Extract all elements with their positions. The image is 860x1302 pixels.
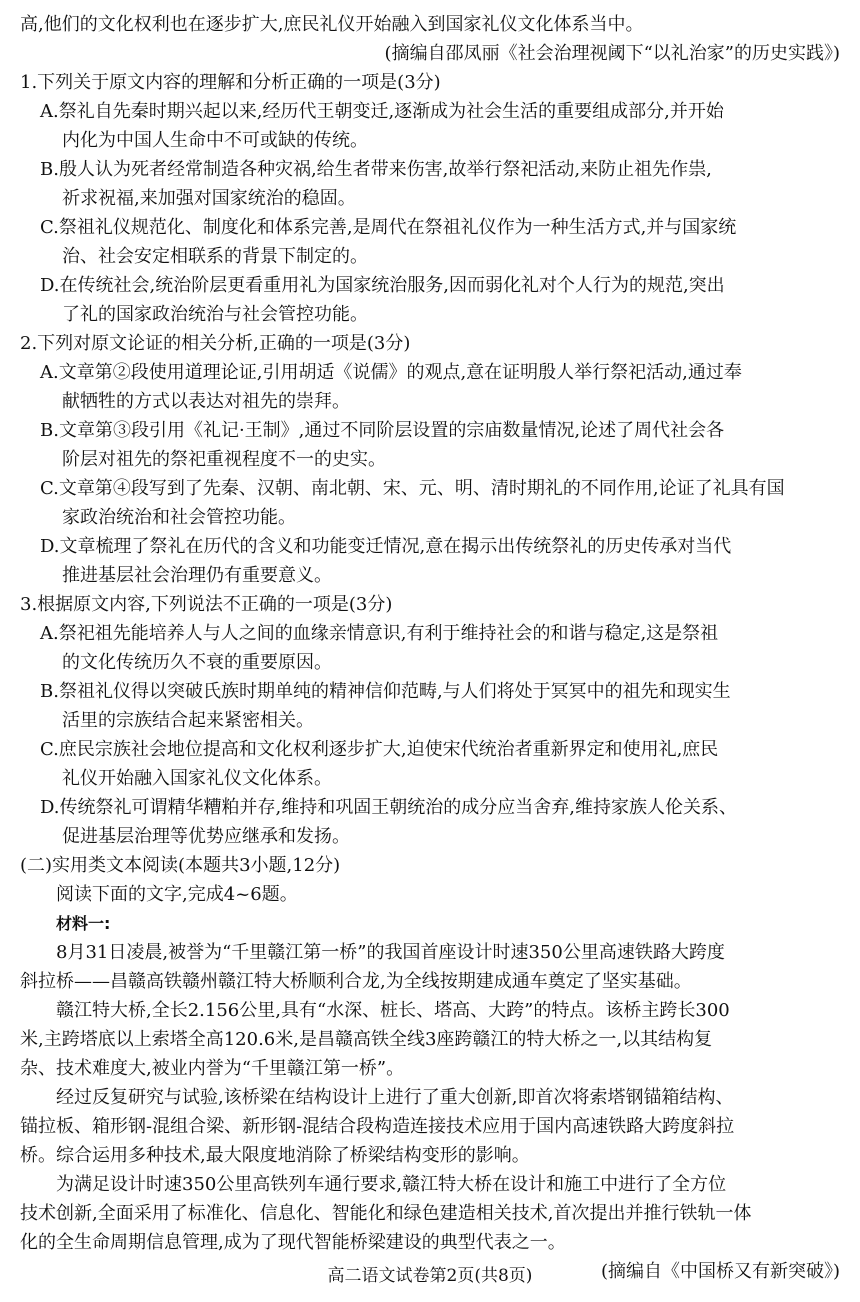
paragraph-line: 技术创新,全面采用了标准化、信息化、智能化和绿色建造相关技术,首次提出并推行铁轨一体 <box>20 1203 752 1224</box>
option-line: 了礼的国家政治统治与社会管控功能。 <box>62 304 368 325</box>
option-line: B.殷人认为死者经常制造各种灾祸,给生者带来伤害,故举行祭祀活动,来防止祖先作祟, <box>40 159 712 180</box>
option-line: A.祭祀祖先能培养人与人之间的血缘亲情意识,有利于维持社会的和谐与稳定,这是祭祖 <box>40 623 719 644</box>
question-1-option-d <box>20 271 840 329</box>
question-3-option-d <box>20 793 840 851</box>
question-1-option-c <box>20 213 840 271</box>
section-2-instruction: 阅读下面的文字,完成4~6题。 <box>56 884 298 905</box>
paragraph-line: 桥。综合运用多种技术,最大限度地消除了桥梁结构变形的影响。 <box>20 1145 530 1166</box>
option-line: 献牺牲的方式以表达对祖先的崇拜。 <box>62 391 350 412</box>
section-2-title: (二)实用类文本阅读(本题共3小题,12分) <box>20 855 341 876</box>
option-line: D.在传统社会,统治阶层更看重用礼为国家统治服务,因而弱化礼对个人行为的规范,突出 <box>40 275 725 296</box>
material-source: (摘编自《中国桥又有新突破》) <box>600 1261 840 1282</box>
option-line: C.祭祖礼仪规范化、制度化和体系完善,是周代在祭祖礼仪作为一种生活方式,并与国家统 <box>40 217 737 238</box>
option-line: 推进基层社会治理仍有重要意义。 <box>62 565 332 586</box>
paragraph-line: 杂、技术难度大,被业内誉为“千里赣江第一桥”。 <box>20 1058 405 1079</box>
option-line: B.文章第③段引用《礼记·王制》,通过不同阶层设置的宗庙数量情况,论述了周代社会各 <box>40 420 725 441</box>
intro-source: (摘编自邵凤丽《社会治理视阈下“以礼治家”的历史实践》) <box>384 43 840 64</box>
paragraph-line: 经过反复研究与试验,该桥梁在结构设计上进行了重大创新,即首次将索塔钢锚箱结构、 <box>56 1087 734 1108</box>
page-footer: 高二语文试卷第2页(共8页) <box>327 1266 533 1286</box>
paragraph-line: 为满足设计时速350公里高铁列车通行要求,赣江特大桥在设计和施工中进行了全方位 <box>56 1174 727 1195</box>
question-2-option-a <box>20 358 840 416</box>
option-line: 阶层对祖先的祭祀重视程度不一的史实。 <box>62 449 386 470</box>
option-line: 礼仪开始融入国家礼仪文化体系。 <box>62 768 332 789</box>
option-line: B.祭祖礼仪得以突破氏族时期单纯的精神信仰范畴,与人们将处于冥冥中的祖先和现实生 <box>40 681 731 702</box>
option-line: 活里的宗族结合起来紧密相关。 <box>62 710 314 731</box>
material-paragraph-1 <box>20 938 840 996</box>
material-paragraph-2 <box>20 996 840 1083</box>
material-paragraph-4 <box>20 1170 840 1257</box>
option-line: 促进基层治理等优势应继承和发扬。 <box>62 826 350 847</box>
option-line: 内化为中国人生命中不可或缺的传统。 <box>62 130 368 151</box>
question-3-stem: 3.根据原文内容,下列说法不正确的一项是(3分) <box>20 594 393 615</box>
paragraph-line: 化的全生命周期信息管理,成为了现代智能桥梁建设的典型代表之一。 <box>20 1232 566 1253</box>
option-line: 治、社会安定相联系的背景下制定的。 <box>62 246 368 267</box>
question-1-stem: 1.下列关于原文内容的理解和分析正确的一项是(3分) <box>20 72 441 93</box>
option-line: 的文化传统历久不衰的重要原因。 <box>62 652 332 673</box>
option-line: C.文章第④段写到了先秦、汉朝、南北朝、宋、元、明、清时期礼的不同作用,论证了礼具有国 <box>40 478 785 499</box>
question-2-option-d <box>20 532 840 590</box>
paragraph-line: 赣江特大桥,全长2.156公里,具有“水深、桩长、塔高、大跨”的特点。该桥主跨长300 <box>56 1000 730 1021</box>
question-1-option-a <box>20 97 840 155</box>
question-3-option-a <box>20 619 840 677</box>
intro-line: 高,他们的文化权利也在逐步扩大,庶民礼仪开始融入到国家礼仪文化体系当中。 <box>20 14 644 35</box>
option-line: 祈求祝福,来加强对国家统治的稳固。 <box>62 188 356 209</box>
material-paragraph-3 <box>20 1083 840 1170</box>
question-2-stem: 2.下列对原文论证的相关分析,正确的一项是(3分) <box>20 333 411 354</box>
option-line: D.传统祭礼可谓精华糟粕并存,维持和巩固王朝统治的成分应当舍弃,维持家族人伦关系、 <box>40 797 737 818</box>
question-2-option-b <box>20 416 840 474</box>
option-line: 家政治统治和社会管控功能。 <box>62 507 296 528</box>
option-line: A.祭礼自先秦时期兴起以来,经历代王朝变迁,逐渐成为社会生活的重要组成部分,并开始 <box>40 101 724 122</box>
option-line: A.文章第②段使用道理论证,引用胡适《说儒》的观点,意在证明殷人举行祭祀活动,通过奉 <box>40 362 742 383</box>
paragraph-line: 米,主跨塔底以上索塔全高120.6米,是昌赣高铁全线3座跨赣江的特大桥之一,以其结构复 <box>20 1029 713 1050</box>
question-1-option-b <box>20 155 840 213</box>
paragraph-line: 锚拉板、箱形钢-混组合梁、新形钢-混结合段构造连接技术应用于国内高速铁路大跨度斜拉 <box>20 1116 735 1137</box>
option-line: D.文章梳理了祭礼在历代的含义和功能变迁情况,意在揭示出传统祭礼的历史传承对当代 <box>40 536 732 557</box>
option-line: C.庶民宗族社会地位提高和文化权利逐步扩大,迫使宋代统治者重新界定和使用礼,庶民 <box>40 739 719 760</box>
question-3-option-b <box>20 677 840 735</box>
paragraph-line: 8月31日凌晨,被誉为“千里赣江第一桥”的我国首座设计时速350公里高速铁路大跨度 <box>56 942 725 963</box>
question-3-option-c <box>20 735 840 793</box>
paragraph-line: 斜拉桥——昌赣高铁赣州赣江特大桥顺利合龙,为全线按期建成通车奠定了坚实基础。 <box>20 971 692 992</box>
material-1-label: 材料一: <box>56 914 111 933</box>
question-2-option-c <box>20 474 840 532</box>
